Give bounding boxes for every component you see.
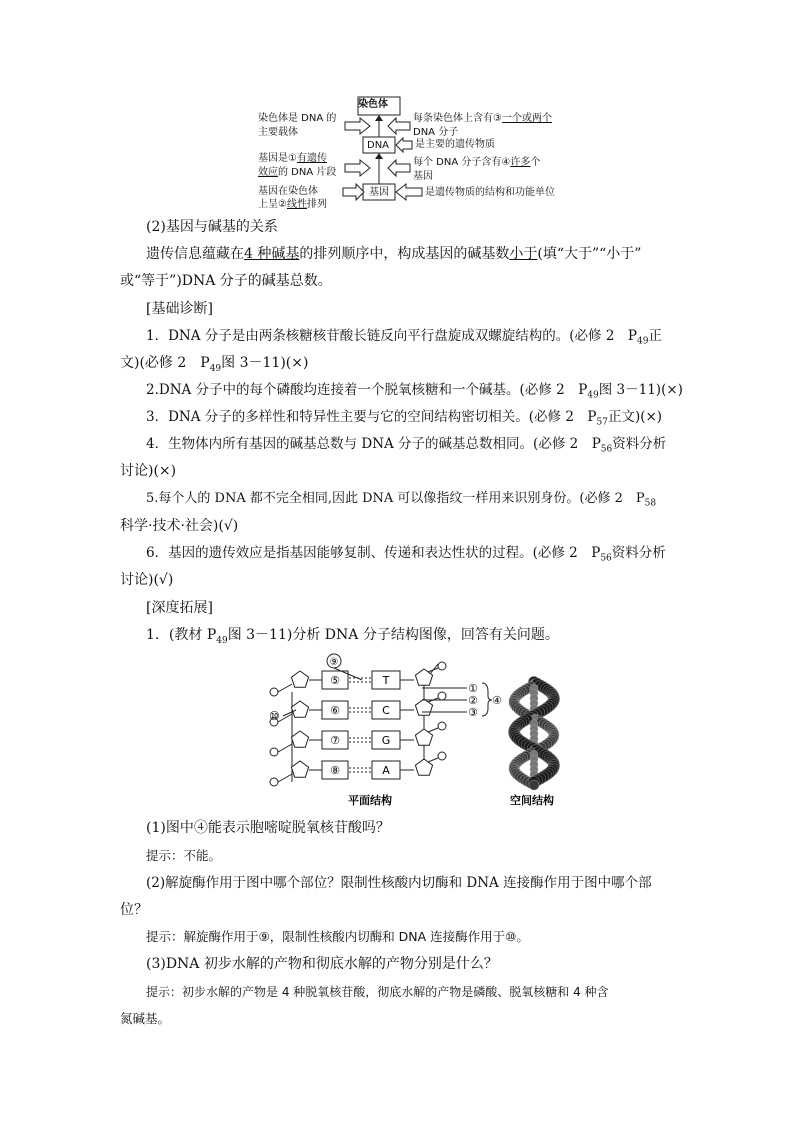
sugar-left (291, 761, 308, 777)
base-letter: A (382, 764, 390, 777)
section2-paragraph-line1: 遗传信息蕴藏在4 种碱基的排列顺序中，构成基因的碱基数小于(填“大于”“小于” (146, 246, 642, 262)
base-pair-row (270, 752, 446, 786)
sugar-left (291, 731, 308, 747)
base-letter: T (382, 674, 390, 687)
box-dna: DNA (367, 140, 390, 151)
base-number-left: ⑦ (330, 734, 340, 747)
label3: ③ (468, 706, 478, 719)
label9: ⑨ (329, 657, 339, 668)
brace-4 (482, 683, 492, 716)
question3: (3)DNA 初步水解的产物和彻底水解的产物分别是什么？ (146, 956, 498, 972)
arrow-right3 (388, 160, 410, 176)
caption-left: 平面结构 (348, 794, 392, 807)
label4: ④ (492, 694, 502, 707)
base-letter: G (381, 734, 391, 747)
label1: ① (468, 682, 478, 695)
double-helix-image (509, 677, 560, 791)
right1-line2: DNA 分子 (413, 127, 459, 138)
base-number-left: ⑤ (330, 674, 340, 687)
left1-line1: 染色体是 DNA 的 (258, 113, 337, 124)
phosphate-right (438, 752, 446, 760)
diagnosis-q3: 3．DNA 分子的多样性和特异性主要与它的空间结构密切相关。(必修 2 $P_{57}$正文)(×) (146, 409, 663, 428)
answer3-line1: 提示：初步水解的产物是 4 种脱氧核苷酸，彻底水解的产物是磷酸、脱氧核糖和 4 种含 (146, 985, 609, 999)
diagnosis-q6-line2: 讨论)(√) (120, 572, 174, 588)
base-pair-row (270, 692, 446, 726)
label10: ⑩ (269, 709, 280, 723)
left2-line2: 效应的 DNA 片段 (258, 167, 337, 178)
arrow-left3 (343, 184, 364, 200)
caption-right: 空间结构 (510, 794, 554, 807)
phosphate-bond-right (428, 728, 438, 732)
phosphate-bond-right (428, 758, 438, 762)
arrow-right4 (396, 184, 422, 200)
diagnosis-q1-line1: 1．DNA 分子是由两条核糖核苷酸长链反向平行盘旋成双螺旋结构的。(必修 2 $P_{49}$正 (146, 328, 662, 347)
helix-atom (529, 780, 539, 790)
diagnosis-heading: [基础诊断] (146, 301, 213, 317)
arrowhead-up-2 (375, 153, 383, 159)
answer1: 提示：不能。 (146, 848, 222, 863)
box-gene: 基因 (369, 187, 389, 198)
extension-item1: 1．(教材 $P_{49}$图 3－11)分析 DNA 分子结构图像，回答有关问题。 (146, 627, 559, 646)
left3-line1: 基因在染色体 (258, 186, 318, 197)
diagnosis-q1-line2: 文)(必修 2 $P_{49}$图 3－11)(×) (120, 355, 309, 374)
section2-paragraph-line2: 或“等于”)DNA 分子的碱基总数。 (120, 273, 332, 289)
diagnosis-q5-line1: 5.每个人的 DNA 都不完全相同,因此 DNA 可以像指纹一样用来识别身份。(必修 2 $P_{58}$ (146, 491, 657, 509)
left1-line2: 主要载体 (258, 127, 298, 138)
base-pair-row (270, 662, 446, 696)
phosphate-right (438, 662, 446, 670)
phosphate-bond-left (278, 684, 292, 692)
left2-line1: 基因是①有遗传 (258, 153, 327, 164)
phosphate-left (270, 688, 278, 696)
arrow-left1 (345, 118, 370, 134)
arrow-left2 (345, 160, 370, 176)
right1-line1: 每条染色体上含有③一个或两个 (413, 113, 552, 124)
phosphate-bond-left (278, 744, 292, 752)
base-number-left: ⑧ (330, 764, 340, 777)
phosphate-right (438, 692, 446, 700)
base-pair-row (270, 722, 446, 756)
base-letter: C (382, 704, 390, 717)
question2-line2: 位？ (120, 902, 148, 918)
answer2: 提示：解旋酶作用于⑨，限制性核酸内切酶和 DNA 连接酶作用于⑩。 (146, 929, 529, 944)
right3-line1: 每个 DNA 分子含有④许多个 (413, 157, 541, 168)
arrowhead-up-1 (375, 115, 383, 121)
right4: 是遗传物质的结构和功能单位 (425, 187, 555, 198)
section2-heading: (2)基因与碱基的关系 (146, 219, 278, 235)
diagnosis-q2: 2.DNA 分子中的每个磷酸均连接着一个脱氧核糖和一个碱基。(必修 2 $P_{49}$图 3－11)(×) (146, 382, 683, 401)
phosphate-bond-left (278, 774, 292, 782)
base-number-left: ⑥ (330, 704, 340, 717)
phosphate-right (438, 722, 446, 730)
arrow-right2 (396, 138, 412, 152)
left3-line2: 上呈②线性排列 (258, 199, 327, 210)
question2-line1: (2)解旋酶作用于图中哪个部位？限制性核酸内切酶和 DNA 连接酶作用于图中哪个部 (146, 875, 652, 891)
question1: (1)图中④能表示胞嘧啶脱氧核苷酸吗？ (146, 820, 390, 836)
diagnosis-q4-line2: 讨论)(×) (120, 463, 177, 479)
right3-line2: 基因 (413, 171, 433, 182)
dna-structure-figure (262, 652, 592, 810)
sugar-left (291, 671, 308, 687)
box-chromosome: 染色体 (358, 99, 388, 110)
phosphate-left (270, 778, 278, 786)
label2: ② (468, 694, 478, 707)
sugar-left (291, 701, 308, 717)
phosphate-left (270, 748, 278, 756)
diagnosis-q4-line1: 4．生物体内所有基因的碱基总数与 DNA 分子的碱基总数相同。(必修 2 $P_{56}$资料分析 (146, 436, 667, 455)
right2: 是主要的遗传物质 (415, 139, 495, 150)
extension-heading: [深度拓展] (146, 600, 213, 616)
answer3-line2: 氮碱基。 (120, 1011, 171, 1026)
diagnosis-q5-line2: 科学·技术·社会)(√) (120, 518, 239, 534)
arrow-right1 (388, 118, 410, 134)
diagnosis-q6-line1: 6．基因的遗传效应是指基因能够复制、传递和表达性状的过程。(必修 2 $P_{56}$资料分析 (146, 545, 666, 564)
